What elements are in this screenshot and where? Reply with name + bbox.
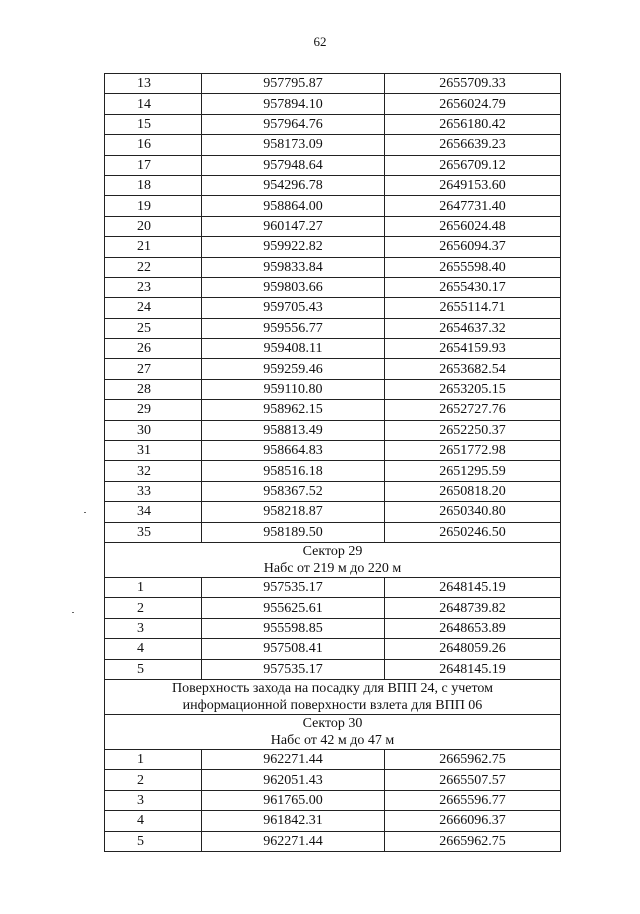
coordinates-table: [104, 73, 561, 852]
x-coordinate-cell: 959705.43: [202, 298, 385, 318]
y-coordinate-cell: 2655114.71: [385, 298, 561, 318]
table-row: [105, 175, 561, 195]
table-row: [105, 831, 561, 851]
table-row: [105, 114, 561, 134]
scan-artifact: [84, 512, 86, 513]
y-coordinate-cell: 2651295.59: [385, 461, 561, 481]
x-coordinate-cell: 955625.61: [202, 598, 385, 618]
point-number-cell: 4: [105, 639, 202, 659]
table-row: [105, 400, 561, 420]
point-number-cell: 21: [105, 237, 202, 257]
section-header-line: Набс от 42 м до 47 м: [270, 732, 395, 748]
y-coordinate-cell: 2648739.82: [385, 598, 561, 618]
x-coordinate-cell: 958367.52: [202, 481, 385, 501]
point-number-cell: 18: [105, 175, 202, 195]
x-coordinate-cell: 958664.83: [202, 441, 385, 461]
y-coordinate-cell: 2650340.80: [385, 502, 561, 522]
x-coordinate-cell: 959110.80: [202, 379, 385, 399]
x-coordinate-cell: 959259.46: [202, 359, 385, 379]
table-row: [105, 155, 561, 175]
y-coordinate-cell: 2650818.20: [385, 481, 561, 501]
point-number-cell: 22: [105, 257, 202, 277]
point-number-cell: 30: [105, 420, 202, 440]
y-coordinate-cell: 2654159.93: [385, 339, 561, 359]
x-coordinate-cell: 958516.18: [202, 461, 385, 481]
table-row: [105, 420, 561, 440]
point-number-cell: 1: [105, 577, 202, 597]
y-coordinate-cell: 2654637.32: [385, 318, 561, 338]
table-row: [105, 359, 561, 379]
point-number-cell: 32: [105, 461, 202, 481]
section-header-line: Поверхность захода на посадку для ВПП 24, с учетом: [171, 680, 494, 696]
section-header-row: [105, 542, 561, 577]
x-coordinate-cell: 959556.77: [202, 318, 385, 338]
table-row: [105, 811, 561, 831]
point-number-cell: 3: [105, 618, 202, 638]
y-coordinate-cell: 2656180.42: [385, 114, 561, 134]
x-coordinate-cell: 954296.78: [202, 175, 385, 195]
table-row: [105, 339, 561, 359]
table-row: [105, 502, 561, 522]
point-number-cell: 28: [105, 379, 202, 399]
y-coordinate-cell: 2655430.17: [385, 277, 561, 297]
point-number-cell: 1: [105, 749, 202, 769]
table-row: [105, 618, 561, 638]
y-coordinate-cell: 2656639.23: [385, 135, 561, 155]
point-number-cell: 19: [105, 196, 202, 216]
table-row: [105, 277, 561, 297]
table-row: [105, 237, 561, 257]
table-row: [105, 598, 561, 618]
y-coordinate-cell: 2665962.75: [385, 831, 561, 851]
section-header-line: Сектор 30: [302, 715, 363, 731]
page-number: 62: [313, 34, 327, 49]
y-coordinate-cell: 2656709.12: [385, 155, 561, 175]
y-coordinate-cell: 2656024.48: [385, 216, 561, 236]
table-row: [105, 196, 561, 216]
y-coordinate-cell: 2653682.54: [385, 359, 561, 379]
table-row: [105, 74, 561, 94]
point-number-cell: 14: [105, 94, 202, 114]
y-coordinate-cell: 2656094.37: [385, 237, 561, 257]
section-header: [105, 542, 561, 577]
table-row: [105, 522, 561, 542]
point-number-cell: 5: [105, 831, 202, 851]
section-header: [105, 714, 561, 749]
y-coordinate-cell: 2655598.40: [385, 257, 561, 277]
point-number-cell: 5: [105, 659, 202, 679]
point-number-cell: 31: [105, 441, 202, 461]
y-coordinate-cell: 2651772.98: [385, 441, 561, 461]
point-number-cell: 13: [105, 74, 202, 94]
table-row: [105, 216, 561, 236]
table-row: [105, 441, 561, 461]
y-coordinate-cell: 2655709.33: [385, 74, 561, 94]
table-row: [105, 790, 561, 810]
x-coordinate-cell: 958813.49: [202, 420, 385, 440]
x-coordinate-cell: 955598.85: [202, 618, 385, 638]
table-row: [105, 639, 561, 659]
table-row: [105, 94, 561, 114]
section-header-row: [105, 714, 561, 749]
x-coordinate-cell: 961842.31: [202, 811, 385, 831]
scan-artifact: [72, 612, 74, 613]
point-number-cell: 25: [105, 318, 202, 338]
point-number-cell: 27: [105, 359, 202, 379]
point-number-cell: 29: [105, 400, 202, 420]
section-header-line: информационной поверхности взлета для ВПП 06: [182, 697, 483, 713]
table-row: [105, 659, 561, 679]
coordinates-table-body: [105, 74, 561, 852]
table-row: [105, 481, 561, 501]
x-coordinate-cell: 959408.11: [202, 339, 385, 359]
point-number-cell: 35: [105, 522, 202, 542]
x-coordinate-cell: 957948.64: [202, 155, 385, 175]
x-coordinate-cell: 958218.87: [202, 502, 385, 522]
y-coordinate-cell: 2665507.57: [385, 770, 561, 790]
x-coordinate-cell: 958189.50: [202, 522, 385, 542]
x-coordinate-cell: 962271.44: [202, 831, 385, 851]
table-row: [105, 318, 561, 338]
table-row: [105, 577, 561, 597]
x-coordinate-cell: 959922.82: [202, 237, 385, 257]
y-coordinate-cell: 2648145.19: [385, 659, 561, 679]
x-coordinate-cell: 957535.17: [202, 659, 385, 679]
point-number-cell: 2: [105, 770, 202, 790]
table-row: [105, 257, 561, 277]
point-number-cell: 33: [105, 481, 202, 501]
x-coordinate-cell: 957535.17: [202, 577, 385, 597]
point-number-cell: 16: [105, 135, 202, 155]
x-coordinate-cell: 957508.41: [202, 639, 385, 659]
x-coordinate-cell: 961765.00: [202, 790, 385, 810]
x-coordinate-cell: 958173.09: [202, 135, 385, 155]
y-coordinate-cell: 2650246.50: [385, 522, 561, 542]
x-coordinate-cell: 958962.15: [202, 400, 385, 420]
y-coordinate-cell: 2666096.37: [385, 811, 561, 831]
x-coordinate-cell: 962051.43: [202, 770, 385, 790]
point-number-cell: 24: [105, 298, 202, 318]
y-coordinate-cell: 2648653.89: [385, 618, 561, 638]
y-coordinate-cell: 2649153.60: [385, 175, 561, 195]
table-row: [105, 298, 561, 318]
point-number-cell: 34: [105, 502, 202, 522]
y-coordinate-cell: 2656024.79: [385, 94, 561, 114]
point-number-cell: 15: [105, 114, 202, 134]
y-coordinate-cell: 2652727.76: [385, 400, 561, 420]
table-row: [105, 379, 561, 399]
table-row: [105, 749, 561, 769]
x-coordinate-cell: 962271.44: [202, 749, 385, 769]
x-coordinate-cell: 958864.00: [202, 196, 385, 216]
y-coordinate-cell: 2648059.26: [385, 639, 561, 659]
table-row: [105, 461, 561, 481]
point-number-cell: 3: [105, 790, 202, 810]
x-coordinate-cell: 957795.87: [202, 74, 385, 94]
x-coordinate-cell: 957964.76: [202, 114, 385, 134]
point-number-cell: 20: [105, 216, 202, 236]
table-row: [105, 770, 561, 790]
table-row: [105, 135, 561, 155]
y-coordinate-cell: 2648145.19: [385, 577, 561, 597]
point-number-cell: 23: [105, 277, 202, 297]
x-coordinate-cell: 960147.27: [202, 216, 385, 236]
section-header-line: Набс от 219 м до 220 м: [263, 560, 402, 576]
point-number-cell: 17: [105, 155, 202, 175]
point-number-cell: 26: [105, 339, 202, 359]
point-number-cell: 4: [105, 811, 202, 831]
y-coordinate-cell: 2665962.75: [385, 749, 561, 769]
y-coordinate-cell: 2647731.40: [385, 196, 561, 216]
x-coordinate-cell: 959833.84: [202, 257, 385, 277]
x-coordinate-cell: 957894.10: [202, 94, 385, 114]
x-coordinate-cell: 959803.66: [202, 277, 385, 297]
y-coordinate-cell: 2665596.77: [385, 790, 561, 810]
y-coordinate-cell: 2653205.15: [385, 379, 561, 399]
point-number-cell: 2: [105, 598, 202, 618]
section-header-line: Сектор 29: [302, 543, 363, 559]
section-header: [105, 679, 561, 714]
y-coordinate-cell: 2652250.37: [385, 420, 561, 440]
section-header-row: [105, 679, 561, 714]
